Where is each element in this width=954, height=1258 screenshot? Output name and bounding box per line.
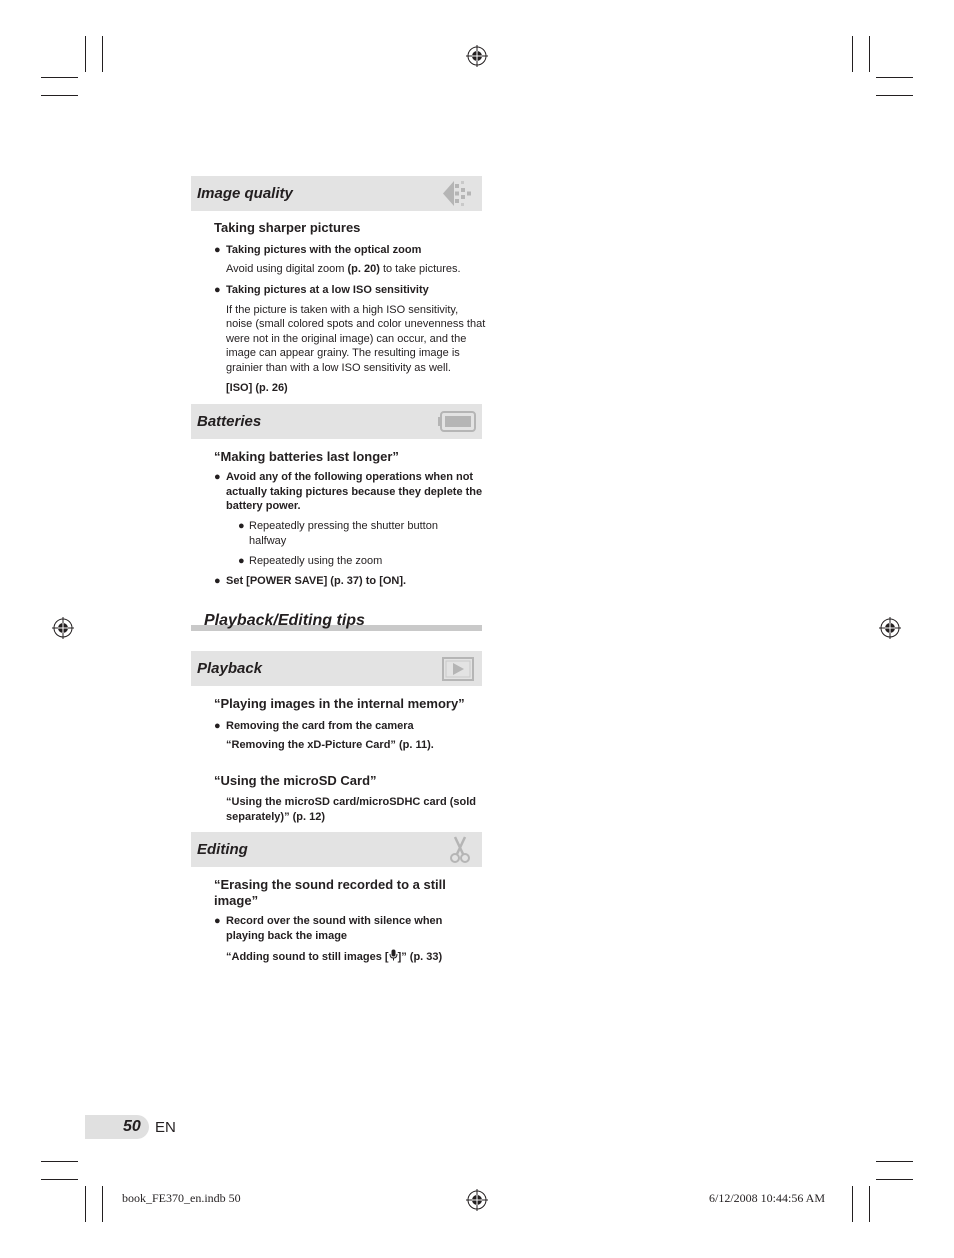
playback-icon	[441, 654, 477, 683]
batteries-title: Batteries	[197, 413, 262, 430]
image-quality-subheading: Taking sharper pictures	[214, 220, 361, 235]
bullet-icon: ●	[214, 915, 221, 927]
image-quality-icon	[441, 179, 477, 208]
registration-mark-icon	[879, 617, 901, 639]
image-quality-title: Image quality	[197, 185, 293, 202]
page-reference: (p. 20)	[347, 263, 380, 275]
crop-mark	[102, 36, 103, 72]
list-item: ● Repeatedly pressing the shutter button halfway	[238, 520, 438, 547]
bullet-icon: ●	[214, 284, 221, 296]
crop-mark	[876, 95, 913, 96]
crop-mark	[102, 1186, 103, 1222]
batteries-subheading: “Making batteries last longer”	[214, 449, 399, 464]
crop-mark	[876, 1179, 913, 1180]
crop-mark	[41, 1161, 78, 1162]
page-reference: “Adding sound to still images [ ]” (p. 33)	[226, 951, 443, 963]
crop-mark	[41, 95, 78, 96]
editing-band	[191, 832, 482, 867]
registration-mark-icon	[466, 1189, 488, 1211]
batteries-band	[191, 404, 482, 439]
crop-mark	[41, 77, 78, 78]
microphone-icon	[389, 949, 398, 961]
crop-mark	[85, 1186, 86, 1222]
battery-icon	[435, 407, 477, 436]
bullet-icon: ●	[214, 471, 221, 483]
crop-mark	[85, 36, 86, 72]
registration-mark-icon	[466, 45, 488, 67]
crop-mark	[869, 1186, 870, 1222]
footer-file-info: book_FE370_en.indb 50	[122, 1191, 241, 1205]
list-item: ● Record over the sound with silence when playing back the image	[214, 915, 443, 942]
crop-mark	[876, 77, 913, 78]
bullet-icon: ●	[214, 720, 221, 732]
language-label: EN	[155, 1119, 176, 1136]
page-reference: [ISO] (p. 26)	[226, 382, 288, 394]
list-item: ● Removing the card from the camera	[214, 720, 414, 732]
footer-timestamp: 6/12/2008 10:44:56 AM	[709, 1191, 826, 1205]
playback-title: Playback	[197, 660, 263, 677]
crop-mark	[876, 1161, 913, 1162]
page-reference: “Using the microSD card/microSDHC card (sold separately)” (p. 12)	[226, 796, 476, 823]
scissors-icon	[441, 835, 477, 864]
section-title: Playback/Editing tips	[204, 612, 365, 629]
crop-mark	[869, 36, 870, 72]
page-number: 50	[123, 1118, 141, 1135]
list-item: ● Avoid any of the following operations when not actually taking pictures because they deplete the battery power.	[214, 471, 483, 512]
paragraph: If the picture is taken with a high ISO sensitivity, noise (small colored spots and color unevenness that were not in the original image) can occur, and the image can appear grainy. The resulting image is grainier than with a low ISO sensitivity as well.	[226, 304, 486, 374]
playback-subheading: “Playing images in the internal memory”	[214, 696, 465, 711]
registration-mark-icon	[52, 617, 74, 639]
bullet-icon: ●	[214, 244, 221, 256]
list-item: ● Set [POWER SAVE] (p. 37) to [ON].	[214, 575, 407, 587]
bullet-icon: ●	[238, 555, 245, 567]
paragraph: Avoid using digital zoom (p. 20) to take pictures.	[226, 263, 461, 275]
page-reference: “Removing the xD-Picture Card” (p. 11).	[226, 739, 434, 751]
crop-mark	[852, 36, 853, 72]
crop-mark	[41, 1179, 78, 1180]
list-item: ● Taking pictures with the optical zoom	[214, 244, 422, 256]
playback-subheading: “Using the microSD Card”	[214, 773, 377, 788]
list-item: ● Repeatedly using the zoom	[238, 555, 383, 567]
bullet-icon: ●	[214, 575, 221, 587]
playback-band	[191, 651, 482, 686]
image-quality-band	[191, 176, 482, 211]
editing-title: Editing	[197, 841, 248, 858]
crop-mark	[852, 1186, 853, 1222]
editing-subheading: “Erasing the sound recorded to a still image”	[214, 877, 446, 908]
bullet-icon: ●	[238, 520, 245, 532]
list-item: ● Taking pictures at a low ISO sensitivity	[214, 284, 429, 296]
